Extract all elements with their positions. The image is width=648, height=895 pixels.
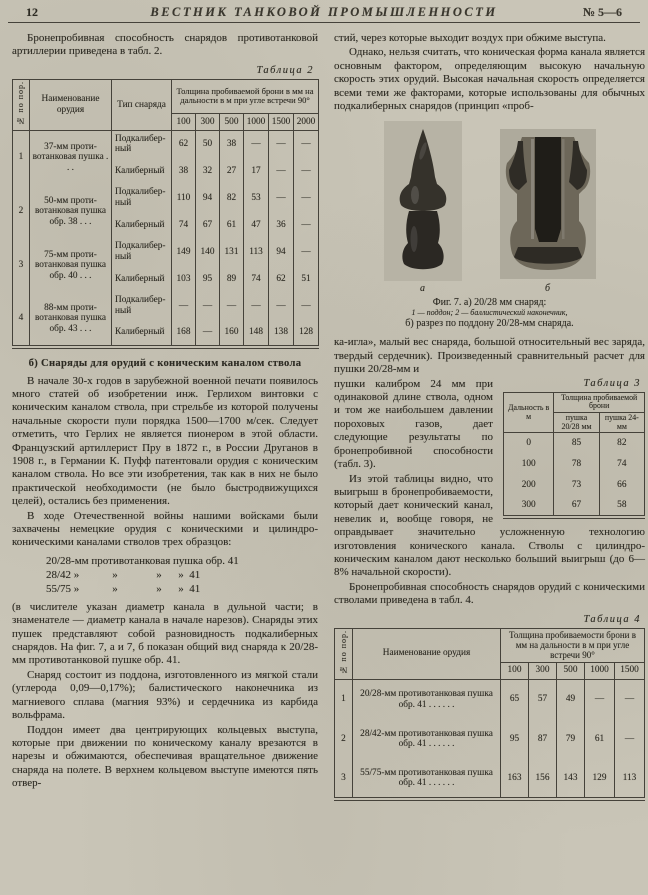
table2-penetration bbox=[12, 79, 319, 349]
figure-caption bbox=[334, 297, 645, 329]
penetration-value-cell: 87 bbox=[529, 719, 557, 759]
table4-distance-header: 1500 bbox=[615, 662, 645, 679]
penetration-value-cell: 62 bbox=[172, 131, 196, 158]
paragraph-numerator-note: (в числителе указан диаметр канала в дульной части; в знаменателе — диаметр канала в начале нарезов). Снаряды этих пушек представляют собой разновидность подкалиберных снарядов. На фиг. 7, а и 7, б показан общий вид снаряда к 20/28-мм противотанковой пушке обр. 41. bbox=[12, 600, 318, 667]
list-item: 20/28-мм противотанковая пушка обр. 41 bbox=[46, 554, 239, 567]
projectile-cross-section-image bbox=[500, 129, 596, 279]
paragraph-war-trophies: В ходе Отечественной войны нашими войсками были захвачены немецкие орудия с коническими и цилиндро-коническими каналами стволов трех образцов: bbox=[12, 509, 318, 549]
gun-name-cell: 55/75-мм противотанковая пушка обр. 41 . . . . . . bbox=[353, 759, 501, 799]
gun-name-cell: 28/42-мм противотанковая пушка обр. 41 . . . . . . bbox=[353, 719, 501, 759]
penetration-value-cell: 94 bbox=[196, 185, 220, 212]
shell-type-cell: Калиберный bbox=[112, 320, 172, 347]
page-number: 12 bbox=[26, 5, 38, 19]
table-row bbox=[504, 475, 645, 496]
paragraph-intro: Бронепробивная способность снарядов противотанковой артиллерии приведена в табл. 2. bbox=[12, 32, 318, 58]
captured-guns-list bbox=[46, 554, 318, 596]
table3-comparison bbox=[503, 392, 645, 519]
penetration-value-cell: 38 bbox=[172, 158, 196, 185]
penetration-value-cell: — bbox=[294, 293, 319, 320]
penetration-value-cell: 89 bbox=[220, 266, 244, 293]
penetration-value-cell: 143 bbox=[557, 759, 585, 799]
table2-col-number: № по пор. bbox=[13, 79, 30, 130]
paragraph-conclusion: Из этой таблицы видно, что выигрыш в бронепробиваемости, который дает конический канал, невелик и, вообще говоря, не оправдывает значительно усложненную технологию изготовления конического канала. Стволы с цилиндро-коническим каналом дают несколько больший выигрыш (до 6—8% начальной скорости). bbox=[334, 472, 645, 579]
table4-col-thickness: Толщина пробиваемости брони в мм на дальности в м при угле встречи 90° bbox=[501, 628, 645, 662]
penetration-value-cell: 79 bbox=[557, 719, 585, 759]
penetration-value-cell: 148 bbox=[244, 320, 269, 347]
range-cell: 0 bbox=[504, 433, 554, 454]
table-row bbox=[335, 759, 645, 799]
penetration-value-cell: — bbox=[172, 293, 196, 320]
penetration-value-cell: 74 bbox=[599, 454, 644, 475]
figure-caption-title: Фиг. 7. а) 20/28 мм снаряд: bbox=[432, 297, 547, 309]
table2-distance-header: 100 bbox=[172, 114, 196, 131]
penetration-value-cell: 129 bbox=[585, 759, 615, 799]
table3-col-range: Дальность в м bbox=[504, 392, 554, 433]
table3-col-thickness: Толщина пробиваемой брони bbox=[554, 392, 645, 412]
penetration-value-cell: 61 bbox=[220, 212, 244, 239]
gun-name-cell: 88-мм противотанковая пушка обр. 43 . . . bbox=[30, 293, 112, 347]
penetration-value-cell: — bbox=[294, 239, 319, 266]
paragraph-continuation: стий, через которые выходит воздух при обжиме выступа. bbox=[334, 32, 606, 44]
penetration-value-cell: — bbox=[244, 293, 269, 320]
penetration-value-cell: — bbox=[269, 158, 294, 185]
penetration-value-cell: 131 bbox=[220, 239, 244, 266]
penetration-value-cell: — bbox=[294, 158, 319, 185]
page-header bbox=[0, 0, 648, 21]
penetration-value-cell: 51 bbox=[294, 266, 319, 293]
shell-type-cell: Подкалиберный bbox=[112, 131, 172, 158]
shell-type-cell: Калиберный bbox=[112, 266, 172, 293]
figure-label-b: б bbox=[544, 283, 551, 295]
penetration-value-cell: 38 bbox=[220, 131, 244, 158]
row-number-cell: 2 bbox=[13, 185, 30, 239]
table-row bbox=[13, 239, 319, 266]
penetration-value-cell: 53 bbox=[244, 185, 269, 212]
penetration-value-cell: 61 bbox=[585, 719, 615, 759]
penetration-value-cell: 113 bbox=[615, 759, 645, 799]
penetration-value-cell: 95 bbox=[501, 719, 529, 759]
figure-caption-part-b: б) разрез по поддону 20/28-мм снаряда. bbox=[405, 318, 574, 330]
penetration-value-cell: 113 bbox=[244, 239, 269, 266]
table2-distance-header: 500 bbox=[220, 114, 244, 131]
penetration-value-cell: 168 bbox=[172, 320, 196, 347]
penetration-value-cell: — bbox=[269, 185, 294, 212]
table3-label: Таблица 3 bbox=[583, 377, 641, 389]
penetration-value-cell: 36 bbox=[269, 212, 294, 239]
section-heading: б) Снаряды для орудий с коническим каналом ствола bbox=[28, 357, 302, 369]
penetration-value-cell: — bbox=[294, 131, 319, 158]
table2-distance-header: 300 bbox=[196, 114, 220, 131]
penetration-value-cell: 74 bbox=[172, 212, 196, 239]
penetration-value-cell: 103 bbox=[172, 266, 196, 293]
list-item: 55/75 » » » » 41 bbox=[46, 582, 201, 595]
table4-distance-header: 500 bbox=[557, 662, 585, 679]
gun-name-cell: 50-мм противотанковая пушка обр. 38 . . . bbox=[30, 185, 112, 239]
range-cell: 300 bbox=[504, 496, 554, 517]
table-row bbox=[504, 433, 645, 454]
row-number-cell: 3 bbox=[335, 759, 353, 799]
table4-distance-header: 100 bbox=[501, 662, 529, 679]
penetration-value-cell: — bbox=[269, 131, 294, 158]
table4-col-gun-name: Наименование орудия bbox=[353, 628, 501, 679]
shell-type-cell: Подкалиберный bbox=[112, 293, 172, 320]
table2-distance-header: 1000 bbox=[244, 114, 269, 131]
table-row bbox=[335, 719, 645, 759]
table-row bbox=[13, 131, 319, 158]
paragraph-shell-construction: Снаряд состоит из поддона, изготовленного из мягкой стали (углерода 0,09—0,17%); балистического наконечника из магниевого сплава (магния 93%) и сердечника из карбида вольфрама. bbox=[12, 668, 318, 722]
penetration-value-cell: — bbox=[269, 293, 294, 320]
paragraph-comparative-calc: пушки калибром 24 мм при одинаковой длине ствола, одном и том же наибольшем давлении пороховых газов, дает следующие результаты по бронепробивной способности (табл. 3). bbox=[334, 377, 493, 471]
table2-col-shell-type: Тип снаряда bbox=[112, 79, 172, 130]
table2-col-thickness: Толщина пробиваемой брони в мм на дальности в м при угле встречи 90° bbox=[172, 79, 319, 113]
penetration-value-cell: — bbox=[615, 719, 645, 759]
left-column bbox=[12, 32, 318, 801]
table-row bbox=[504, 454, 645, 475]
penetration-value-cell: — bbox=[294, 212, 319, 239]
paragraph-table4-reference: Бронепробивная способность снарядов орудий с коническими стволами приведена в табл. 4. bbox=[334, 580, 645, 607]
paragraph-needle-principle: ка-игла», малый вес снаряда, большой относительный вес заряда, твердый сердечник). Произведенный сравнительный расчет для пушки 20/28-мм и bbox=[334, 336, 645, 376]
table-row bbox=[335, 679, 645, 719]
penetration-value-cell: 67 bbox=[196, 212, 220, 239]
table4-conical-guns bbox=[334, 628, 645, 802]
penetration-value-cell: — bbox=[196, 320, 220, 347]
row-number-cell: 1 bbox=[13, 131, 30, 185]
penetration-value-cell: 140 bbox=[196, 239, 220, 266]
journal-title: ВЕСТНИК ТАНКОВОЙ ПРОМЫШЛЕННОСТИ bbox=[150, 5, 498, 19]
table2-distance-header: 2000 bbox=[294, 114, 319, 131]
penetration-value-cell: 74 bbox=[244, 266, 269, 293]
table4-distance-header: 1000 bbox=[585, 662, 615, 679]
penetration-value-cell: 17 bbox=[244, 158, 269, 185]
penetration-value-cell: 110 bbox=[172, 185, 196, 212]
penetration-value-cell: — bbox=[585, 679, 615, 719]
figure-photos bbox=[334, 121, 645, 281]
penetration-value-cell: 138 bbox=[269, 320, 294, 347]
penetration-value-cell: — bbox=[196, 293, 220, 320]
shell-type-cell: Калиберный bbox=[112, 212, 172, 239]
table3-col-gun1: пушка 20/28 мм bbox=[554, 413, 599, 433]
penetration-value-cell: 94 bbox=[269, 239, 294, 266]
penetration-value-cell: 163 bbox=[501, 759, 529, 799]
row-number-cell: 4 bbox=[13, 293, 30, 347]
penetration-value-cell: 58 bbox=[599, 496, 644, 517]
penetration-value-cell: 57 bbox=[529, 679, 557, 719]
paragraph-however: Однако, нельзя считать, что коническая форма канала является основным фактором, определяющим высокую начальную скорость этих орудий. Высокая начальная скорость определяется всеми теми же факторами, которые использованы для обычных подкалиберных снарядов (принцип «проб- bbox=[334, 46, 645, 113]
figure-label-a: а bbox=[420, 283, 425, 295]
table-row bbox=[13, 185, 319, 212]
table4-distance-header: 300 bbox=[529, 662, 557, 679]
penetration-value-cell: 66 bbox=[599, 475, 644, 496]
row-number-cell: 3 bbox=[13, 239, 30, 293]
figure-sublabels bbox=[334, 283, 645, 294]
penetration-value-cell: 49 bbox=[557, 679, 585, 719]
table-row bbox=[504, 496, 645, 517]
penetration-value-cell: — bbox=[294, 185, 319, 212]
table2-label: Таблица 2 bbox=[256, 64, 314, 76]
table-row bbox=[13, 293, 319, 320]
table4-label: Таблица 4 bbox=[583, 613, 641, 625]
penetration-value-cell: 78 bbox=[554, 454, 599, 475]
penetration-value-cell: 32 bbox=[196, 158, 220, 185]
penetration-value-cell: 156 bbox=[529, 759, 557, 799]
shell-type-cell: Подкалиберный bbox=[112, 239, 172, 266]
row-number-cell: 1 bbox=[335, 679, 353, 719]
penetration-value-cell: 149 bbox=[172, 239, 196, 266]
table3-col-gun2: пушка 24-мм bbox=[599, 413, 644, 433]
penetration-value-cell: 82 bbox=[599, 433, 644, 454]
range-cell: 200 bbox=[504, 475, 554, 496]
penetration-value-cell: — bbox=[220, 293, 244, 320]
right-column bbox=[334, 32, 645, 801]
row-number-cell: 2 bbox=[335, 719, 353, 759]
penetration-value-cell: — bbox=[615, 679, 645, 719]
penetration-value-cell: 67 bbox=[554, 496, 599, 517]
table2-col-gun-name: Наименование орудия bbox=[30, 79, 112, 130]
penetration-value-cell: 85 bbox=[554, 433, 599, 454]
gun-name-cell: 20/28-мм противотанковая пушка обр. 41 . . . . . . bbox=[353, 679, 501, 719]
projectile-side-view-image bbox=[384, 121, 462, 281]
page-columns bbox=[0, 23, 648, 801]
penetration-value-cell: 82 bbox=[220, 185, 244, 212]
shell-type-cell: Подкалиберный bbox=[112, 185, 172, 212]
projectile-side-view-photo bbox=[384, 121, 462, 281]
range-cell: 100 bbox=[504, 454, 554, 475]
gun-name-cell: 75-мм противотанковая пушка обр. 40 . . . bbox=[30, 239, 112, 293]
figure-7 bbox=[334, 121, 645, 329]
shell-type-cell: Калиберный bbox=[112, 158, 172, 185]
table3-container bbox=[503, 378, 645, 519]
table2-distance-header: 1500 bbox=[269, 114, 294, 131]
list-item: 28/42 » » » » 41 bbox=[46, 568, 201, 581]
penetration-value-cell: 128 bbox=[294, 320, 319, 347]
gun-name-cell: 37-мм противотанковая пушка . . . bbox=[30, 131, 112, 185]
table4-col-number: № по пор. bbox=[335, 628, 353, 679]
penetration-value-cell: 160 bbox=[220, 320, 244, 347]
penetration-value-cell: 47 bbox=[244, 212, 269, 239]
paragraph-poddon: Поддон имеет два центрирующих кольцевых выступа, которые при движении по коническому каналу врезаются в нарезы и обжимаются, обеспечивая вращательное движение снаряда на полете. В верхнем кольцевом выступе имеются пять отвер- bbox=[12, 723, 318, 790]
issue-number: № 5—6 bbox=[582, 5, 622, 19]
penetration-value-cell: 95 bbox=[196, 266, 220, 293]
penetration-value-cell: 73 bbox=[554, 475, 599, 496]
penetration-value-cell: 62 bbox=[269, 266, 294, 293]
table3-section bbox=[334, 378, 645, 608]
penetration-value-cell: — bbox=[244, 131, 269, 158]
penetration-value-cell: 27 bbox=[220, 158, 244, 185]
figure-caption-legend: 1 — поддон; 2 — баллистический наконечник, bbox=[411, 308, 568, 318]
projectile-cross-section-photo bbox=[500, 129, 596, 279]
penetration-value-cell: 50 bbox=[196, 131, 220, 158]
penetration-value-cell: 65 bbox=[501, 679, 529, 719]
paragraph-gerlich: В начале 30-х годов в зарубежной военной печати появилось много статей об изобретении инж. Герлихом винтовки с коническим каналом ствола, при стрельбе из которой получены начальные скорости пули порядка 1500—1700 м/сек. Следует отметить, что Герлих не является пионером в этой области. Французский артиллерист Пру в 1872 г., в России Друганов в 1908 г., в Германии К. Пуфф патентовали орудия с коническим каналом ствола. Но все эти изобретения, так как в них не было практической необходимости (не было быстродвижущихся целей), остались без применения. bbox=[12, 374, 318, 508]
